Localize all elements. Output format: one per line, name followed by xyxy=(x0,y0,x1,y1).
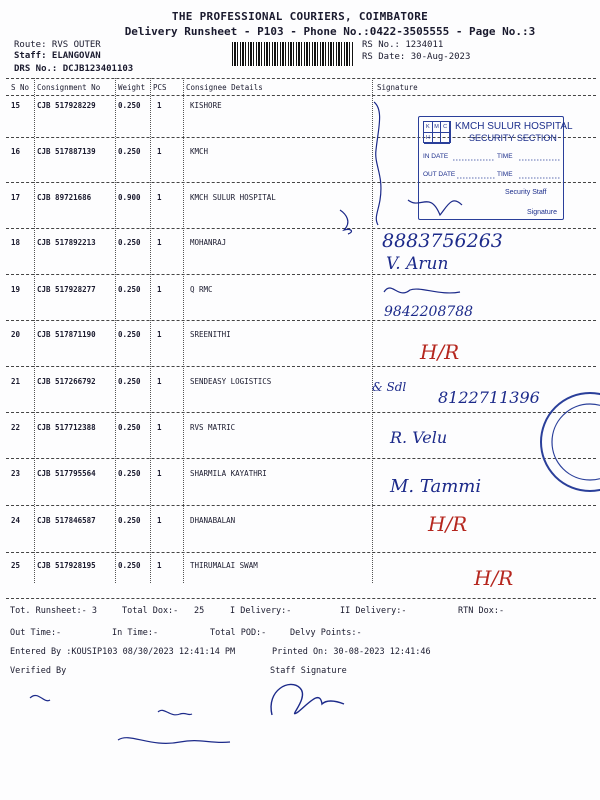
row-consignment: CJB 517846587 xyxy=(37,516,96,525)
ii-delivery-label: II Delivery:- xyxy=(340,606,407,616)
printed-on: Printed On: 30-08-2023 12:41:46 xyxy=(272,647,431,657)
row-sno: 23 xyxy=(11,469,21,478)
entered-by: Entered By :KOUSIP103 08/30/2023 12:41:14 PM xyxy=(10,647,236,657)
col-sno: S No xyxy=(11,83,30,92)
handwritten-signature-23: M. Tammi xyxy=(390,476,482,497)
total-dox-value: 25 xyxy=(194,606,205,616)
handwritten-hr-20: H/R xyxy=(420,340,460,364)
row-weight: 0.250 xyxy=(118,561,141,570)
row-weight: 0.250 xyxy=(118,516,141,525)
row-pcs: 1 xyxy=(157,193,162,202)
row-sno: 15 xyxy=(11,101,21,110)
row-weight: 0.250 xyxy=(118,377,141,386)
row-pcs: 1 xyxy=(157,101,162,110)
stamp-title: KMCH SULUR HOSPITAL xyxy=(455,121,573,132)
row-consignee: RVS MATRIC xyxy=(190,423,236,432)
row-sno: 17 xyxy=(11,193,21,202)
stamp-security-staff: Security Staff xyxy=(505,189,547,196)
row-sno: 21 xyxy=(11,377,21,386)
row-pcs: 1 xyxy=(157,238,162,247)
row-sno: 22 xyxy=(11,423,21,432)
handwritten-sig-21: & Sdl xyxy=(372,380,407,394)
in-time-label: In Time:- xyxy=(112,628,159,638)
row-sno: 16 xyxy=(11,147,21,156)
col-consignment: Consignment No xyxy=(37,83,101,92)
col-weight: Weight xyxy=(118,83,146,92)
row-consignee: SENDEASY LOGISTICS xyxy=(190,377,272,386)
row-consignee: THIRUMALAI SWAM xyxy=(190,561,258,570)
handwritten-phone-21: 8122711396 xyxy=(438,388,540,407)
row-consignment: CJB 517892213 xyxy=(37,238,96,247)
stamp-section: SECURITY SECTION xyxy=(469,133,557,143)
row-consignee: KMCH xyxy=(190,147,209,156)
row-consignment: CJB 89721686 xyxy=(37,193,92,202)
row-weight: 0.250 xyxy=(118,101,141,110)
row-pcs: 1 xyxy=(157,330,162,339)
row-pcs: 1 xyxy=(157,516,162,525)
row-consignee: DHANABALAN xyxy=(190,516,236,525)
col-consignee: Consignee Details xyxy=(186,83,263,92)
handwritten-phone-18: 8883756263 xyxy=(382,230,503,252)
i-delivery-label: I Delivery:- xyxy=(230,606,292,616)
row-sno: 24 xyxy=(11,516,21,525)
verified-by-label: Verified By xyxy=(10,666,67,676)
rs-number: RS No.: 1234011 xyxy=(362,40,444,50)
row-consignment: CJB 517795564 xyxy=(37,469,96,478)
row-pcs: 1 xyxy=(157,469,162,478)
row-pcs: 1 xyxy=(157,423,162,432)
delvy-points-label: Delvy Points:- xyxy=(290,628,362,638)
row-pcs: 1 xyxy=(157,561,162,570)
row-weight: 0.250 xyxy=(118,423,141,432)
stamp-signature: Signature xyxy=(527,209,557,216)
row-sno: 20 xyxy=(11,330,21,339)
row-weight: 0.250 xyxy=(118,238,141,247)
row-weight: 0.250 xyxy=(118,147,141,156)
row-weight: 0.250 xyxy=(118,469,141,478)
handwritten-phone-19: 9842208788 xyxy=(384,304,474,320)
row-consignee: SREENITHI xyxy=(190,330,231,339)
row-pcs: 1 xyxy=(157,285,162,294)
row-consignee: SHARMILA KAYATHRI xyxy=(190,469,267,478)
row-sno: 18 xyxy=(11,238,21,247)
handwritten-hr-25: H/R xyxy=(474,566,514,590)
total-runsheet: Tot. Runsheet:- 3 xyxy=(10,606,97,616)
row-consignee: KMCH SULUR HOSPITAL xyxy=(190,193,276,202)
handwritten-hr-24: H/R xyxy=(428,512,468,536)
row-consignment: CJB 517712388 xyxy=(37,423,96,432)
row-weight: 0.900 xyxy=(118,193,141,202)
handwritten-signature-22: R. Velu xyxy=(390,428,448,447)
rtn-dox-label: RTN Dox:- xyxy=(458,606,505,616)
staff-signature-label: Staff Signature xyxy=(270,666,347,676)
row-consignee: KISHORE xyxy=(190,101,222,110)
stamp-letter: H xyxy=(424,133,433,144)
row-consignment: CJB 517871190 xyxy=(37,330,96,339)
row-pcs: 1 xyxy=(157,377,162,386)
row-sno: 19 xyxy=(11,285,21,294)
row-consignment: CJB 517928229 xyxy=(37,101,96,110)
row-consignment: CJB 517928195 xyxy=(37,561,96,570)
company-title: THE PROFESSIONAL COURIERS, COIMBATORE xyxy=(171,10,429,23)
row-weight: 0.250 xyxy=(118,330,141,339)
row-consignment: CJB 517887139 xyxy=(37,147,96,156)
col-pcs: PCS xyxy=(153,83,167,92)
row-pcs: 1 xyxy=(157,147,162,156)
row-consignee: Q RMC xyxy=(190,285,213,294)
runsheet-subtitle: Delivery Runsheet - P103 - Phone No.:0422-3505555 - Page No.:3 xyxy=(124,25,536,38)
row-sno: 25 xyxy=(11,561,21,570)
handwritten-signature-18: V. Arun xyxy=(386,254,449,274)
total-dox-label: Total Dox:- xyxy=(122,606,179,616)
stamp-letter: M xyxy=(433,122,442,133)
drs-number: DRS No.: DCJB123401103 xyxy=(14,64,134,74)
col-signature: Signature xyxy=(377,83,418,92)
stamp-in-time: TIME xyxy=(497,153,513,160)
stamp-out-time: TIME xyxy=(497,171,513,178)
staff-label: Staff: ELANGOVAN xyxy=(14,51,101,61)
stamp-letter: C xyxy=(441,122,450,133)
rs-date: RS Date: 30-Aug-2023 xyxy=(362,52,471,62)
row-consignee: MOHANRAJ xyxy=(190,238,227,247)
stamp-in-date: IN DATE xyxy=(423,153,449,160)
row-consignment: CJB 517266792 xyxy=(37,377,96,386)
row-consignment: CJB 517928277 xyxy=(37,285,96,294)
row-weight: 0.250 xyxy=(118,285,141,294)
total-pod-label: Total POD:- xyxy=(210,628,267,638)
stamp-letter: K xyxy=(424,122,433,133)
stamp-out-date: OUT DATE xyxy=(423,171,456,178)
route-label: Route: RVS OUTER xyxy=(14,40,101,50)
out-time-label: Out Time:- xyxy=(10,628,62,638)
